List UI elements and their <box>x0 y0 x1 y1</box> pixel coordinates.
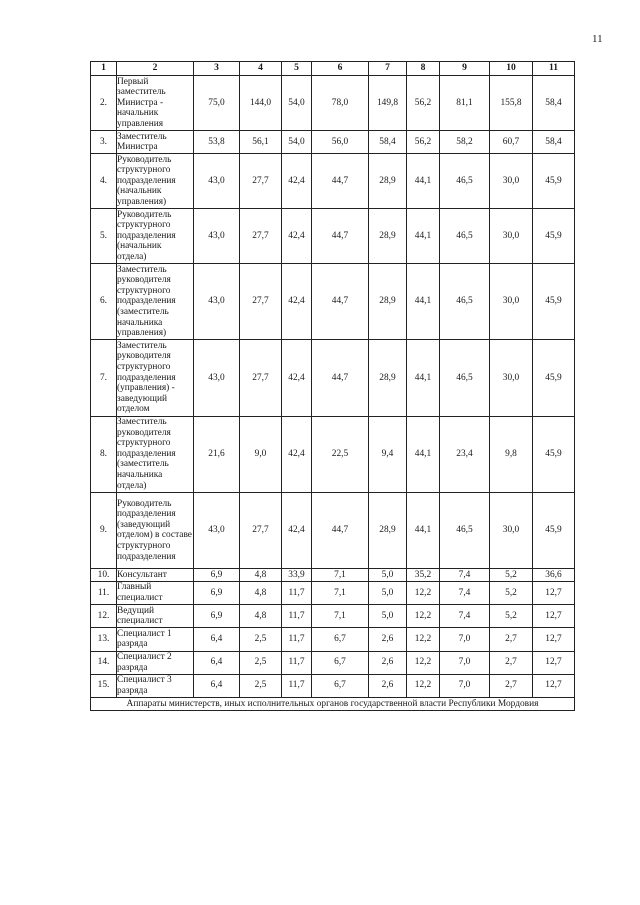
value-cell: 23,4 <box>440 416 490 492</box>
value-cell: 45,9 <box>533 209 575 264</box>
position-name: Руководитель подразделения (заведующий отделом) в составе структурного подразделения <box>117 492 194 568</box>
value-cell: 7,4 <box>440 581 490 604</box>
footer-row <box>91 697 575 710</box>
header-col-10: 10 <box>490 62 533 76</box>
value-cell: 46,5 <box>440 154 490 209</box>
value-cell: 27,7 <box>240 209 282 264</box>
table-row <box>91 131 575 154</box>
table-row <box>91 209 575 264</box>
position-name: Ведущий специалист <box>117 605 194 628</box>
value-cell: 11,7 <box>282 674 312 697</box>
value-cell: 75,0 <box>194 76 240 131</box>
value-cell: 12,2 <box>407 674 440 697</box>
value-cell: 28,9 <box>369 492 407 568</box>
page-number: 11 <box>592 33 603 45</box>
value-cell: 6,4 <box>194 628 240 651</box>
value-cell: 9,4 <box>369 416 407 492</box>
value-cell: 12,7 <box>533 605 575 628</box>
value-cell: 144,0 <box>240 76 282 131</box>
header-col-9: 9 <box>440 62 490 76</box>
value-cell: 44,1 <box>407 264 440 340</box>
value-cell: 21,6 <box>194 416 240 492</box>
row-number: 12. <box>91 605 117 628</box>
value-cell: 27,7 <box>240 340 282 416</box>
position-name: Специалист 2 разряда <box>117 651 194 674</box>
value-cell: 46,5 <box>440 492 490 568</box>
value-cell: 56,2 <box>407 131 440 154</box>
value-cell: 42,4 <box>282 340 312 416</box>
value-cell: 2,7 <box>490 651 533 674</box>
value-cell: 45,9 <box>533 154 575 209</box>
row-number: 13. <box>91 628 117 651</box>
value-cell: 44,1 <box>407 209 440 264</box>
header-col-5: 5 <box>282 62 312 76</box>
salary-table <box>90 61 575 711</box>
value-cell: 12,2 <box>407 605 440 628</box>
position-name: Заместитель руководителя структурного подразделения (управления) - заведующий отделом <box>117 340 194 416</box>
value-cell: 11,7 <box>282 628 312 651</box>
value-cell: 6,7 <box>312 674 369 697</box>
header-col-4: 4 <box>240 62 282 76</box>
table-row <box>91 651 575 674</box>
value-cell: 5,0 <box>369 581 407 604</box>
value-cell: 5,2 <box>490 605 533 628</box>
value-cell: 56,1 <box>240 131 282 154</box>
value-cell: 22,5 <box>312 416 369 492</box>
value-cell: 6,9 <box>194 605 240 628</box>
value-cell: 28,9 <box>369 340 407 416</box>
value-cell: 7,4 <box>440 568 490 581</box>
value-cell: 28,9 <box>369 209 407 264</box>
value-cell: 5,0 <box>369 568 407 581</box>
position-name: Первый заместитель Министра - начальник управления <box>117 76 194 131</box>
row-number: 4. <box>91 154 117 209</box>
row-number: 2. <box>91 76 117 131</box>
value-cell: 44,1 <box>407 492 440 568</box>
position-name: Консультант <box>117 568 194 581</box>
row-number: 11. <box>91 581 117 604</box>
value-cell: 28,9 <box>369 154 407 209</box>
value-cell: 27,7 <box>240 492 282 568</box>
position-name: Специалист 3 разряда <box>117 674 194 697</box>
value-cell: 43,0 <box>194 340 240 416</box>
value-cell: 44,7 <box>312 340 369 416</box>
value-cell: 27,7 <box>240 154 282 209</box>
value-cell: 46,5 <box>440 209 490 264</box>
value-cell: 43,0 <box>194 264 240 340</box>
value-cell: 42,4 <box>282 209 312 264</box>
table-row <box>91 154 575 209</box>
value-cell: 6,7 <box>312 651 369 674</box>
value-cell: 6,9 <box>194 568 240 581</box>
table-row <box>91 568 575 581</box>
value-cell: 42,4 <box>282 264 312 340</box>
value-cell: 5,2 <box>490 568 533 581</box>
value-cell: 2,6 <box>369 651 407 674</box>
value-cell: 11,7 <box>282 581 312 604</box>
value-cell: 12,7 <box>533 581 575 604</box>
row-number: 9. <box>91 492 117 568</box>
value-cell: 7,1 <box>312 605 369 628</box>
value-cell: 7,1 <box>312 568 369 581</box>
value-cell: 78,0 <box>312 76 369 131</box>
value-cell: 46,5 <box>440 264 490 340</box>
value-cell: 2,6 <box>369 628 407 651</box>
value-cell: 44,7 <box>312 154 369 209</box>
header-col-11: 11 <box>533 62 575 76</box>
value-cell: 44,7 <box>312 492 369 568</box>
value-cell: 53,8 <box>194 131 240 154</box>
value-cell: 9,0 <box>240 416 282 492</box>
value-cell: 27,7 <box>240 264 282 340</box>
header-col-8: 8 <box>407 62 440 76</box>
position-name: Заместитель Министра <box>117 131 194 154</box>
value-cell: 30,0 <box>490 209 533 264</box>
value-cell: 2,7 <box>490 674 533 697</box>
row-number: 3. <box>91 131 117 154</box>
header-col-1: 1 <box>91 62 117 76</box>
value-cell: 60,7 <box>490 131 533 154</box>
value-cell: 43,0 <box>194 154 240 209</box>
value-cell: 2,5 <box>240 651 282 674</box>
value-cell: 5,2 <box>490 581 533 604</box>
value-cell: 54,0 <box>282 131 312 154</box>
value-cell: 56,2 <box>407 76 440 131</box>
value-cell: 12,7 <box>533 628 575 651</box>
header-row <box>91 62 575 76</box>
header-col-2: 2 <box>117 62 194 76</box>
value-cell: 2,7 <box>490 628 533 651</box>
value-cell: 58,2 <box>440 131 490 154</box>
value-cell: 12,2 <box>407 628 440 651</box>
value-cell: 2,6 <box>369 674 407 697</box>
table-section-title: Аппараты министерств, иных исполнительных органов государственной власти Республики Мордовия <box>91 697 575 710</box>
value-cell: 81,1 <box>440 76 490 131</box>
value-cell: 44,1 <box>407 154 440 209</box>
value-cell: 44,1 <box>407 416 440 492</box>
value-cell: 45,9 <box>533 264 575 340</box>
value-cell: 30,0 <box>490 264 533 340</box>
value-cell: 6,9 <box>194 581 240 604</box>
value-cell: 2,5 <box>240 628 282 651</box>
value-cell: 42,4 <box>282 154 312 209</box>
row-number: 10. <box>91 568 117 581</box>
value-cell: 12,2 <box>407 651 440 674</box>
value-cell: 58,4 <box>533 131 575 154</box>
value-cell: 9,8 <box>490 416 533 492</box>
value-cell: 7,0 <box>440 651 490 674</box>
table-row <box>91 264 575 340</box>
value-cell: 43,0 <box>194 209 240 264</box>
position-name: Заместитель руководителя структурного подразделения (заместитель начальника отдела) <box>117 416 194 492</box>
value-cell: 7,1 <box>312 581 369 604</box>
value-cell: 6,4 <box>194 651 240 674</box>
value-cell: 30,0 <box>490 340 533 416</box>
value-cell: 43,0 <box>194 492 240 568</box>
value-cell: 7,0 <box>440 674 490 697</box>
row-number: 7. <box>91 340 117 416</box>
value-cell: 36,6 <box>533 568 575 581</box>
value-cell: 58,4 <box>369 131 407 154</box>
value-cell: 54,0 <box>282 76 312 131</box>
value-cell: 30,0 <box>490 154 533 209</box>
table-body <box>91 76 575 698</box>
value-cell: 44,1 <box>407 340 440 416</box>
table-row <box>91 605 575 628</box>
value-cell: 7,0 <box>440 628 490 651</box>
value-cell: 35,2 <box>407 568 440 581</box>
value-cell: 5,0 <box>369 605 407 628</box>
value-cell: 30,0 <box>490 492 533 568</box>
position-name: Заместитель руководителя структурного подразделения (заместитель начальника управления) <box>117 264 194 340</box>
header-col-7: 7 <box>369 62 407 76</box>
value-cell: 45,9 <box>533 340 575 416</box>
value-cell: 44,7 <box>312 209 369 264</box>
header-col-6: 6 <box>312 62 369 76</box>
position-name: Руководитель структурного подразделения (начальник управления) <box>117 154 194 209</box>
table-row <box>91 340 575 416</box>
value-cell: 11,7 <box>282 651 312 674</box>
value-cell: 45,9 <box>533 492 575 568</box>
value-cell: 58,4 <box>533 76 575 131</box>
value-cell: 12,2 <box>407 581 440 604</box>
table-row <box>91 628 575 651</box>
row-number: 5. <box>91 209 117 264</box>
value-cell: 12,7 <box>533 651 575 674</box>
value-cell: 46,5 <box>440 340 490 416</box>
value-cell: 44,7 <box>312 264 369 340</box>
row-number: 6. <box>91 264 117 340</box>
row-number: 15. <box>91 674 117 697</box>
value-cell: 6,7 <box>312 628 369 651</box>
value-cell: 42,4 <box>282 492 312 568</box>
header-col-3: 3 <box>194 62 240 76</box>
value-cell: 11,7 <box>282 605 312 628</box>
value-cell: 33,9 <box>282 568 312 581</box>
value-cell: 4,8 <box>240 568 282 581</box>
table-row <box>91 581 575 604</box>
position-name: Специалист 1 разряда <box>117 628 194 651</box>
row-number: 8. <box>91 416 117 492</box>
table-row <box>91 416 575 492</box>
value-cell: 155,8 <box>490 76 533 131</box>
position-name: Руководитель структурного подразделения (начальник отдела) <box>117 209 194 264</box>
value-cell: 42,4 <box>282 416 312 492</box>
value-cell: 2,5 <box>240 674 282 697</box>
value-cell: 6,4 <box>194 674 240 697</box>
value-cell: 45,9 <box>533 416 575 492</box>
table-row <box>91 76 575 131</box>
position-name: Главный специалист <box>117 581 194 604</box>
table-row <box>91 674 575 697</box>
row-number: 14. <box>91 651 117 674</box>
value-cell: 149,8 <box>369 76 407 131</box>
value-cell: 4,8 <box>240 581 282 604</box>
table-row <box>91 492 575 568</box>
value-cell: 28,9 <box>369 264 407 340</box>
value-cell: 56,0 <box>312 131 369 154</box>
value-cell: 4,8 <box>240 605 282 628</box>
value-cell: 7,4 <box>440 605 490 628</box>
value-cell: 12,7 <box>533 674 575 697</box>
